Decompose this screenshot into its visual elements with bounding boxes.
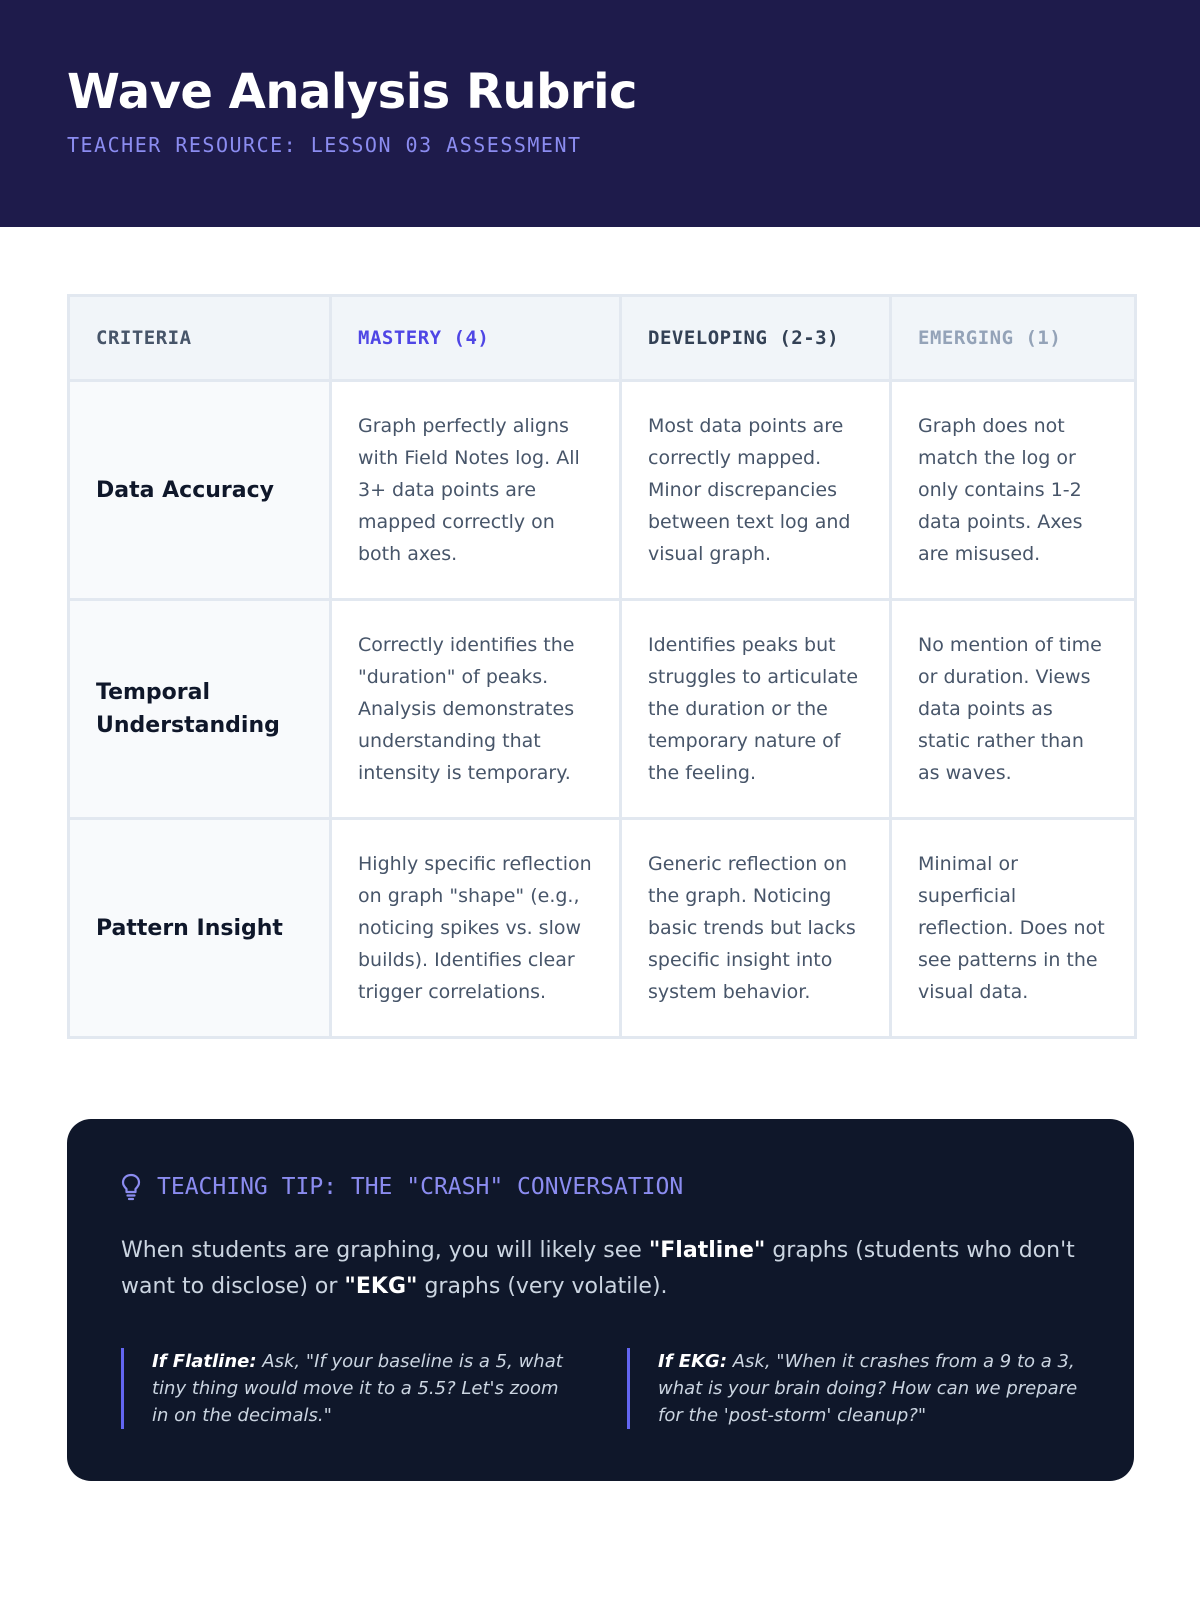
mastery-cell: Correctly identifies the "duration" of peaks. Analysis demonstrates understanding that intensity is temporary. — [331, 600, 621, 819]
mastery-cell: Graph perfectly aligns with Field Notes log. All 3+ data points are mapped correctly on both axes. — [331, 381, 621, 600]
table-row — [69, 381, 1136, 600]
tip-heading — [121, 1173, 683, 1201]
column-header-emerging: EMERGING (1) — [891, 296, 1136, 381]
tip-body-text: graphs (students who don't want to disclose) or — [121, 1238, 1075, 1299]
scenario-flatline — [121, 1348, 573, 1429]
teaching-tip-card — [67, 1119, 1134, 1481]
rubric-header-row — [69, 296, 1136, 381]
page-title: Wave Analysis Rubric — [67, 64, 638, 120]
scenario-label: If EKG: — [658, 1351, 728, 1372]
page-subtitle: TEACHER RESOURCE: LESSON 03 ASSESSMENT — [67, 133, 582, 157]
developing-cell: Identifies peaks but struggles to articulate the duration or the temporary nature of the feeling. — [621, 600, 891, 819]
column-header-mastery: MASTERY (4) — [331, 296, 621, 381]
tip-term-ekg: "EKG" — [344, 1274, 418, 1299]
scenario-text: Ask, "When it crashes from a 9 to a 3, what is your brain doing? How can we prepare for the 'post-storm' cleanup?" — [658, 1351, 1078, 1426]
column-header-criteria: CRITERIA — [69, 296, 331, 381]
rubric-table — [67, 294, 1137, 1039]
scenario-ekg — [627, 1348, 1079, 1429]
page-header — [0, 0, 1200, 227]
column-header-developing: DEVELOPING (2-3) — [621, 296, 891, 381]
tip-body-text: When students are graphing, you will likely see — [121, 1238, 649, 1263]
criteria-cell: Pattern Insight — [69, 819, 331, 1038]
emerging-cell: No mention of time or duration. Views data points as static rather than as waves. — [891, 600, 1136, 819]
scenario-text: Ask, "If your baseline is a 5, what tiny thing would move it to a 5.5? Let's zoom in on the decimals." — [152, 1351, 563, 1426]
emerging-cell: Minimal or superficial reflection. Does not see patterns in the visual data. — [891, 819, 1136, 1038]
developing-cell: Generic reflection on the graph. Noticing basic trends but lacks specific insight into system behavior. — [621, 819, 891, 1038]
scenario-label: If Flatline: — [152, 1351, 257, 1372]
criteria-cell: Data Accuracy — [69, 381, 331, 600]
developing-cell: Most data points are correctly mapped. Minor discrepancies between text log and visual graph. — [621, 381, 891, 600]
tip-term-flatline: "Flatline" — [648, 1238, 766, 1263]
tip-heading-text: TEACHING TIP: THE "CRASH" CONVERSATION — [157, 1174, 684, 1200]
emerging-cell: Graph does not match the log or only contains 1-2 data points. Axes are misused. — [891, 381, 1136, 600]
table-row — [69, 819, 1136, 1038]
criteria-cell: Temporal Understanding — [69, 600, 331, 819]
mastery-cell: Highly specific reflection on graph "shape" (e.g., noticing spikes vs. slow builds). Identifies clear trigger correlations. — [331, 819, 621, 1038]
table-row — [69, 600, 1136, 819]
tip-body-text: graphs (very volatile). — [417, 1274, 668, 1299]
lightbulb-icon — [121, 1173, 141, 1201]
tip-body — [121, 1233, 1081, 1305]
